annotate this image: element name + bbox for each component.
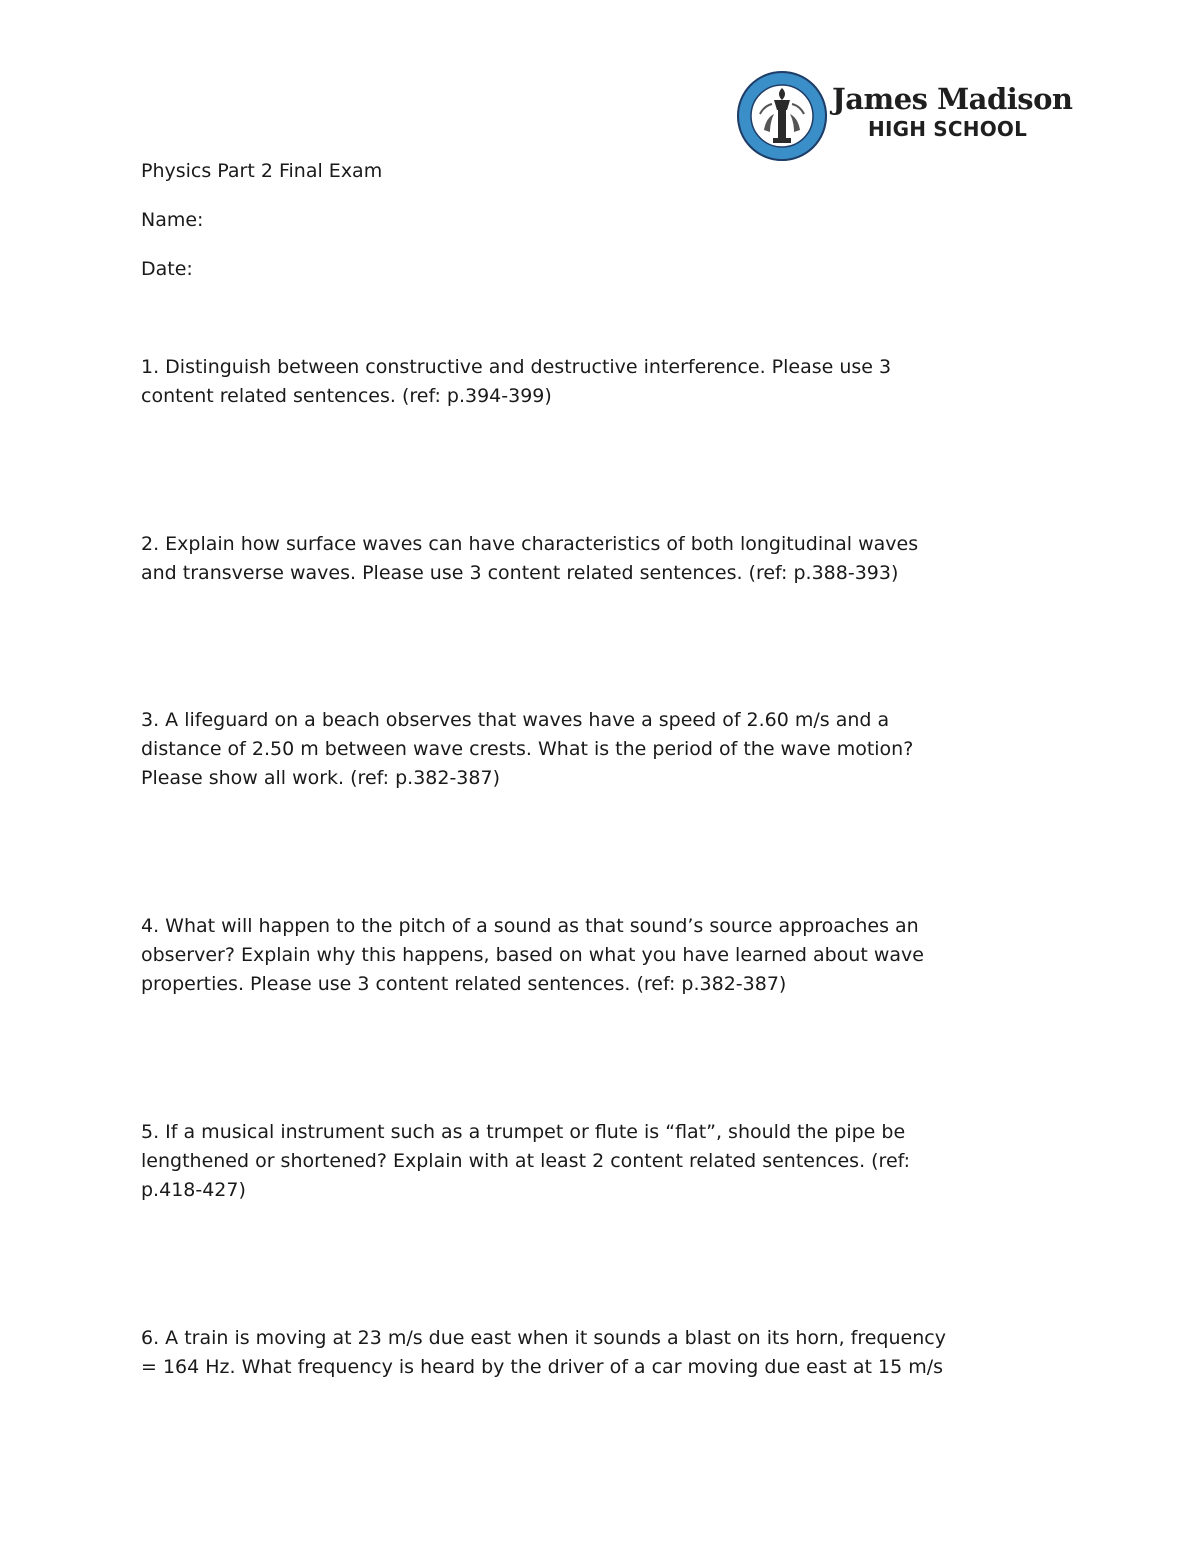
question-6 [141, 1324, 1071, 1382]
question-5-line-1: 5. If a musical instrument such as a trumpet or flute is “flat”, should the pipe be [141, 1121, 906, 1143]
question-2-line-1: 2. Explain how surface waves can have characteristics of both longitudinal waves [141, 533, 919, 555]
school-seal-icon [736, 70, 828, 162]
question-4 [141, 912, 1071, 999]
date-label: Date: [141, 258, 193, 280]
question-3-line-3: Please show all work. (ref: p.382-387) [141, 767, 500, 789]
question-3-line-2: distance of 2.50 m between wave crests. What is the period of the wave motion? [141, 738, 914, 760]
school-name: James Madison [832, 82, 1073, 116]
question-4-line-1: 4. What will happen to the pitch of a sound as that sound’s source approaches an [141, 915, 919, 937]
exam-title: Physics Part 2 Final Exam [141, 160, 383, 182]
question-3 [141, 706, 1071, 793]
question-4-line-2: observer? Explain why this happens, based on what you have learned about wave [141, 944, 924, 966]
question-2-line-2: and transverse waves. Please use 3 content related sentences. (ref: p.388-393) [141, 562, 899, 584]
question-6-line-1: 6. A train is moving at 23 m/s due east when it sounds a blast on its horn, frequency [141, 1327, 946, 1349]
question-1-line-1: 1. Distinguish between constructive and destructive interference. Please use 3 [141, 356, 892, 378]
question-4-line-3: properties. Please use 3 content related sentences. (ref: p.382-387) [141, 973, 787, 995]
school-subtitle: HIGH SCHOOL [868, 117, 1028, 141]
name-label: Name: [141, 209, 204, 231]
question-6-line-2: = 164 Hz. What frequency is heard by the driver of a car moving due east at 15 m/s [141, 1356, 944, 1378]
question-5 [141, 1118, 1071, 1205]
question-3-line-1: 3. A lifeguard on a beach observes that waves have a speed of 2.60 m/s and a [141, 709, 890, 731]
question-5-line-3: p.418-427) [141, 1179, 246, 1201]
school-logo [736, 70, 1073, 164]
question-1 [141, 353, 1071, 411]
question-1-line-2: content related sentences. (ref: p.394-399) [141, 385, 552, 407]
question-2 [141, 530, 1071, 588]
question-5-line-2: lengthened or shortened? Explain with at least 2 content related sentences. (ref: [141, 1150, 911, 1172]
